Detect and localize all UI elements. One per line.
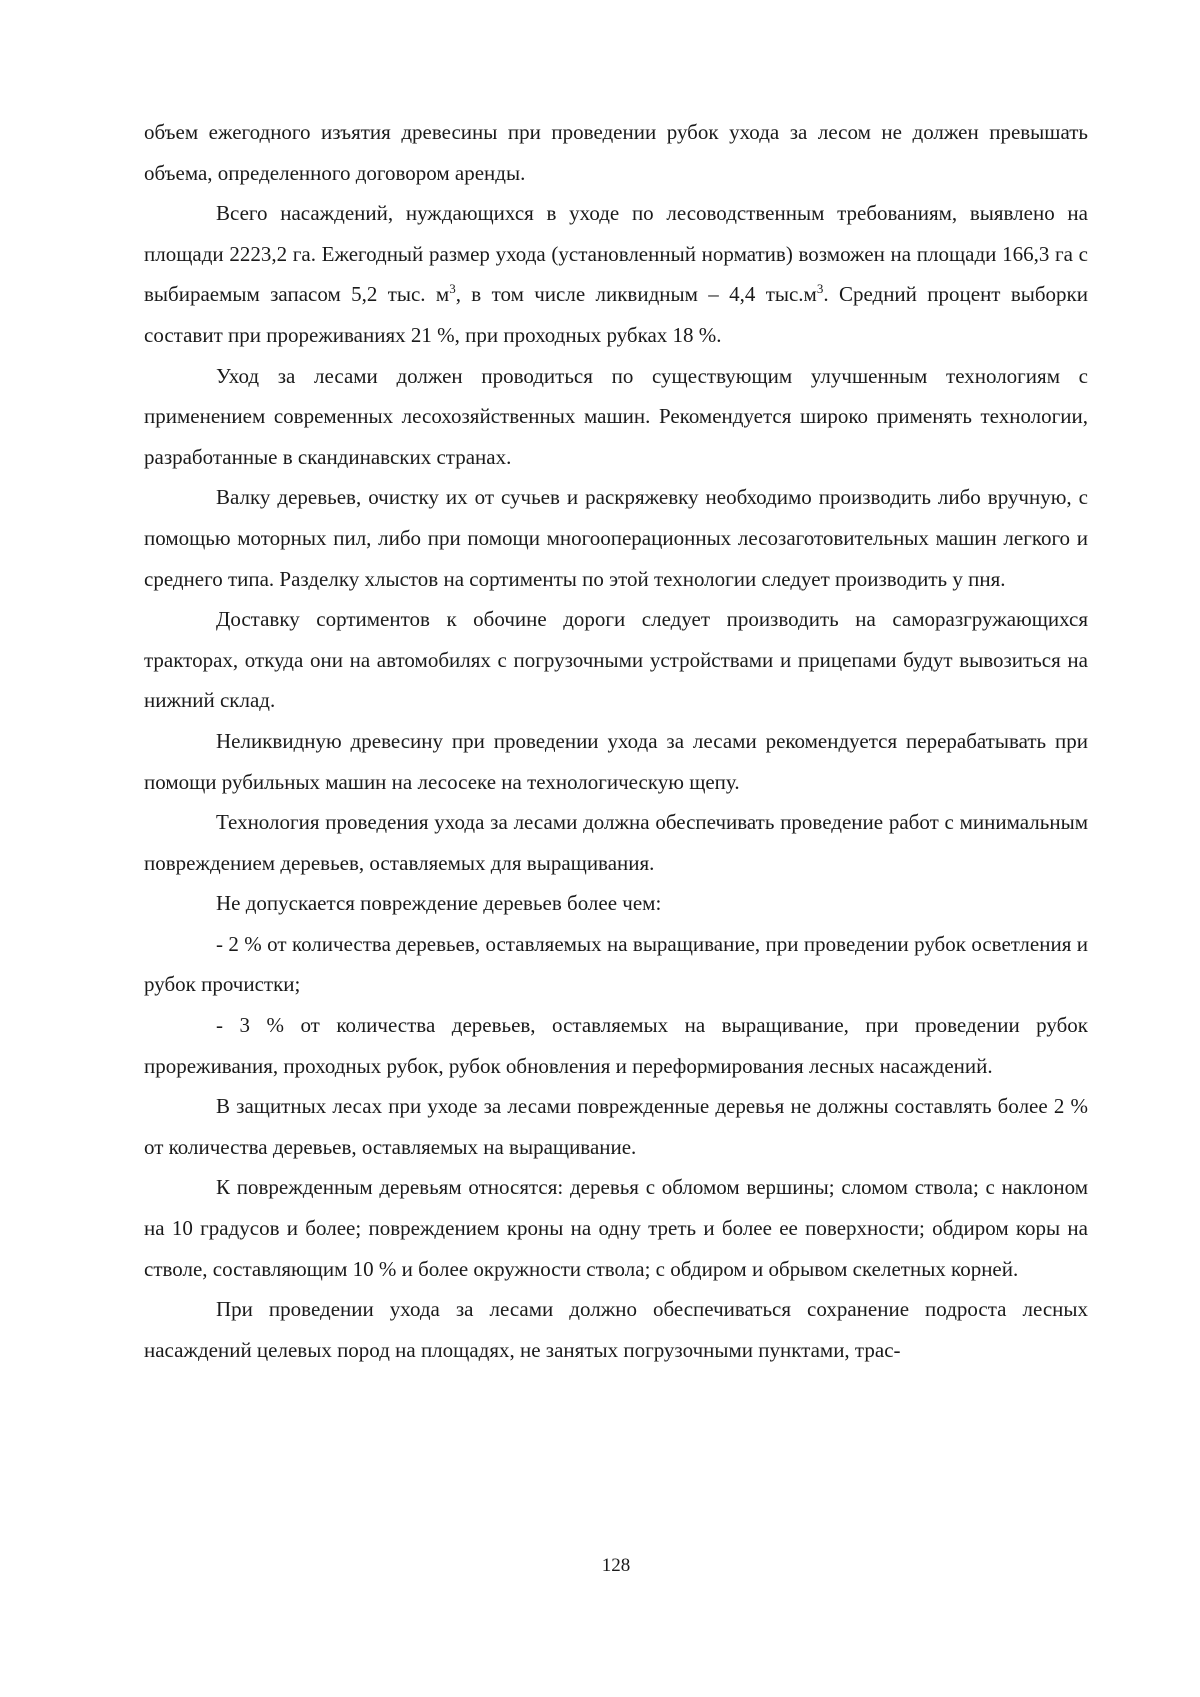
superscript-cubic-2: 3: [816, 281, 824, 297]
body-text: [144, 112, 1088, 1370]
paragraph-11: В защитных лесах при уходе за лесами поврежденные деревья не должны составлять более 2 % от количества деревьев, оставляемых на выращивание.: [144, 1094, 1088, 1159]
paragraph-3: Уход за лесами должен проводиться по существующим улучшенным технологиям с применением современных лесохозяйственных машин. Рекомендуется широко применять технологии, разработанные в скандинавских странах.: [144, 363, 1088, 469]
page-number: 128: [601, 1555, 631, 1576]
paragraph-2-text-1: Всего насаждений, нуждающихся в уходе по лесоводственным требованиям, выявлено на площади 2223,2 га. Ежегодный размер ухода (установленный норматив) возможен на площади 166,3 га с выбираемым запасом 5,2 тыс. м: [144, 201, 1088, 307]
paragraph-5: Доставку сортиментов к обочине дороги следует производить на саморазгружающихся тракторах, откуда они на автомобилях с погрузочными устройствами и прицепами будут вывозиться на нижний склад.: [144, 607, 1088, 713]
paragraph-2-text-2: , в том числе ликвидным – 4,4 тыс.м: [455, 282, 817, 307]
paragraph-1: объем ежегодного изъятия древесины при проведении рубок ухода за лесом не должен превышать объема, определенного договором аренды.: [144, 120, 1088, 185]
paragraph-2-text-3: . Средний процент выборки составит при прореживаниях 21 %, при проходных рубках 18 %.: [144, 282, 1088, 347]
paragraph-9: - 2 % от количества деревьев, оставляемых на выращивание, при проведении рубок осветления и рубок прочистки;: [144, 931, 1088, 997]
paragraph-7: Технология проведения ухода за лесами должна обеспечивать проведение работ с минимальным повреждением деревьев, оставляемых для выращивания.: [144, 810, 1088, 875]
paragraph-10: - 3 % от количества деревьев, оставляемых на выращивание, при проведении рубок прореживания, проходных рубок, рубок обновления и переформирования лесных насаждений.: [144, 1013, 1088, 1078]
paragraph-4: Валку деревьев, очистку их от сучьев и раскряжевку необходимо производить либо вручную, с помощью моторных пил, либо при помощи многооперационных лесозаготовительных машин легкого и среднего типа. Разделку хлыстов на сортименты по этой технологии следует производить у пня.: [144, 485, 1088, 591]
paragraph-13: При проведении ухода за лесами должно обеспечиваться сохранение подроста лесных насаждений целевых пород на площадях, не занятых погрузочными пунктами, трас-: [144, 1297, 1088, 1362]
paragraph-8: Не допускается повреждение деревьев более чем:: [216, 891, 662, 916]
paragraph-2: [144, 193, 1088, 355]
superscript-cubic-1: 3: [449, 281, 456, 297]
paragraph-12: К поврежденным деревьям относятся: деревья с обломом вершины; сломом ствола; с наклоном на 10 градусов и более; повреждением кроны на одну треть и более ее поверхности; обдиром коры на стволе, составляющим 10 % и более окружности ствола; с обдиром и обрывом скелетных корней.: [144, 1175, 1088, 1281]
paragraph-6: Неликвидную древесину при проведении ухода за лесами рекомендуется перерабатывать при помощи рубильных машин на лесосеке на технологическую щепу.: [144, 728, 1088, 794]
